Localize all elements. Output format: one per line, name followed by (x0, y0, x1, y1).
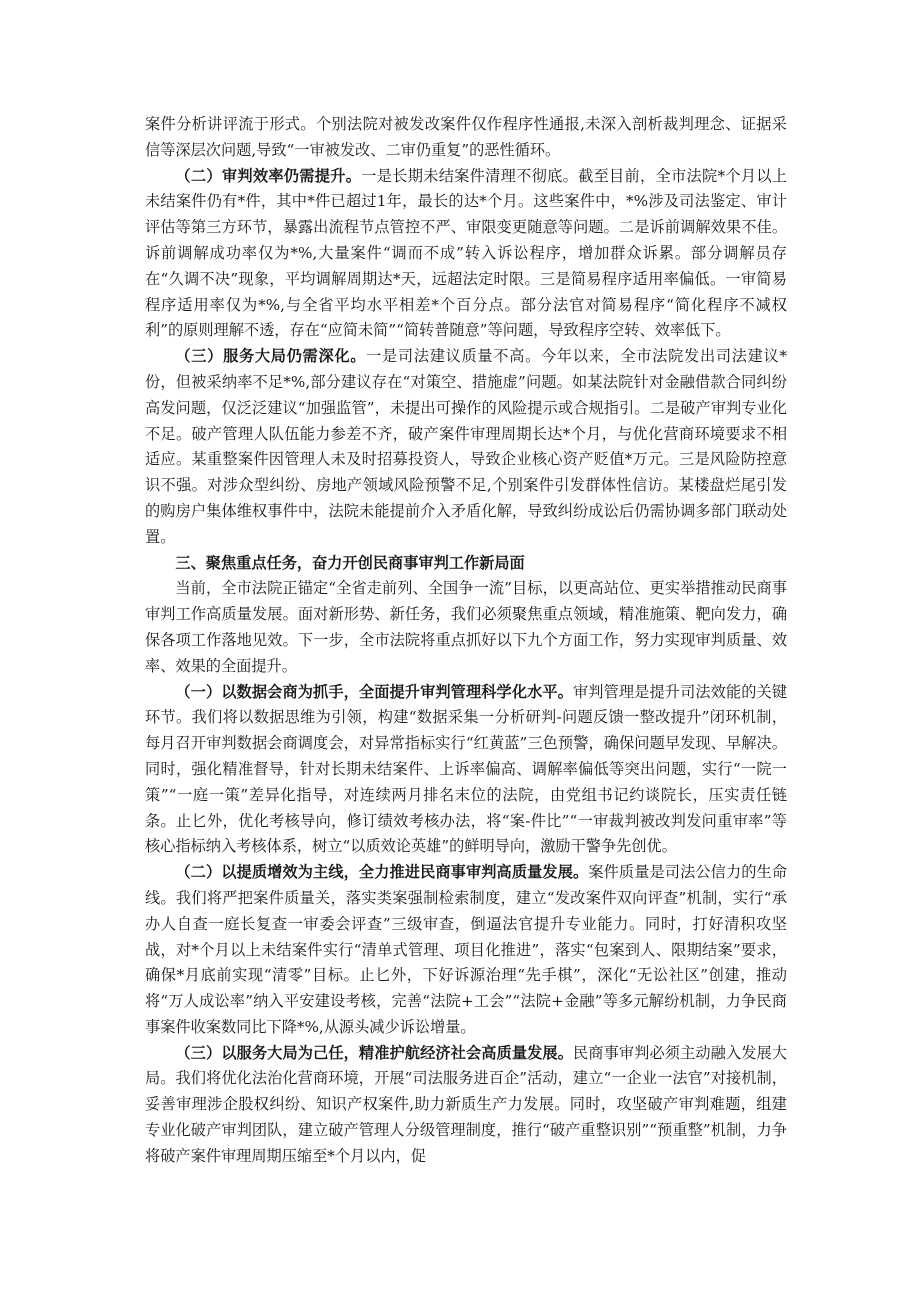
section-heading-text: 三、聚焦重点任务，奋力开创民商事审判工作新局面 (175, 553, 525, 572)
paragraph-2-heading: （三）服务大局仍需深化。 (175, 347, 367, 366)
paragraph-7-text: 民商事审判必须主动融入发展大局。我们将优化法治化营商环境，开展“司法服务进百企”活动，建立“一企业一法官”对接机制，妥善审理涉企股权纠纷、知识产权案件,助力新质生产力发展。同时，攻坚破产审判难题，组建专业化破产审判团队，建立破产管理人分级管理制度，推行“破产重整识别”“预重整”机制，力争将破产案件审理周期压缩至*个月以内，促 (145, 1043, 788, 1165)
paragraph-0 (145, 112, 787, 164)
paragraph-7-heading: （三）以服务大局为己任，精准护航经济社会高质量发展。 (175, 1043, 574, 1062)
paragraph-5 (145, 680, 787, 861)
paragraph-5-heading: （一）以数据会商为抓手，全面提升审判管理科学化水平。 (175, 682, 574, 701)
section-heading (145, 551, 787, 577)
paragraph-7 (145, 1041, 787, 1170)
paragraph-2 (145, 344, 787, 550)
document-page (145, 112, 787, 1170)
paragraph-1-text: 一是长期未结案件清理不彻底。截至目前，全市法院*个月以上未结案件仍有*件，其中*件已超过1年，最长的达*个月。这些案件中，*%涉及司法鉴定、审计评估等第三方环节，暴露出流程节点管控不严、审限变更随意等问题。二是诉前调解效果不佳。诉前调解成功率仅为*%,大量案件“调而不成”转入诉讼程序，增加群众诉累。部分调解员存在“久调不决”现象，平均调解周期达*天，远超法定时限。三是简易程序适用率偏低。一审简易程序适用率仅为*%,与全省平均水平相差*个百分点。部分法官对简易程序“简化程序不减权利”的原则理解不透，存在“应简未简”“简转普随意”等问题，导致程序空转、效率低下。 (145, 166, 788, 340)
paragraph-6-text: 案件质量是司法公信力的生命线。我们将严把案件质量关，落实类案强制检索制度，建立“发改案件双向评查”机制，实行“承办人自查一庭长复查一审委会评查”三级审查，倒逼法官提升专业能力。同时，打好清积攻坚战，对*个月以上未结案件实行“清单式管理、项目化推进”，落实“包案到人、限期结案”要求，确保*月底前实现“清零”目标。止匕外，下好诉源治理“先手棋”，深化“无讼社区”创建，推动将“万人成讼率”纳入平安建设考核，完善“法院+工会”“法院+金融”等多元解纷机制，力争民商事案件收案数同比下降*%,从源头减少诉讼增量。 (145, 863, 788, 1036)
paragraph-6 (145, 860, 787, 1041)
paragraph-1 (145, 164, 787, 345)
paragraph-5-text: 审判管理是提升司法效能的关键环节。我们将以数据思维为引领，构建“数据采集一分析研判-问题反馈一整改提升”闭环机制，每月召开审判数据会商调度会，对异常指标实行“红黄蓝”三色预警，确保问题早发现、早解决。同时，强化精准督导，针对长期未结案件、上诉率偏高、调解率偏低等突出问题，实行“一院一策”“一庭一策”差异化指导，对连续两月排名末位的法院，由党组书记约谈院长，压实责任链条。止匕外，优化考核导向，修订绩效考核办法，将“案-件比”“一审裁判被改判发问重审率”等核心指标纳入考核体系，树立“以质效论英雄”的鲜明导向，激励干警争先创优。 (145, 682, 788, 856)
paragraph-0-text: 案件分析讲评流于形式。个别法院对被发改案件仅作程序性通报,未深入剖析裁判理念、证据采信等深层次问题,导致“一审被发改、二审仍重复”的恶性循环。 (145, 115, 787, 159)
paragraph-4-text: 当前，全市法院正锚定“全省走前列、全国争一流”目标，以更高站位、更实举措推动民商事审判工作高质量发展。面对新形势、新任务，我们必须聚焦重点领域，精准施策、靶向发力，确保各项工作落地见效。下一步，全市法院将重点抓好以下九个方面工作，努力实现审判质量、效率、效果的全面提升。 (145, 579, 787, 675)
paragraph-4 (145, 576, 787, 679)
paragraph-2-text: 一是司法建议质量不高。今年以来，全市法院发出司法建议*份，但被采纳率不足*%,部分建议存在“对策空、措施虚”问题。如某法院针对金融借款合同纠纷高发问题，仅泛泛建议“加强监管”，未提出可操作的风险提示或合规指引。二是破产审判专业化不足。破产管理人队伍能力参差不齐，破产案件审理周期长达*个月，与优化营商环境要求不相适应。某重整案件因管理人未及时招募投资人，导致企业核心资产贬值*万元。三是风险防控意识不强。对涉众型纠纷、房地产领域风险预警不足,个别案件引发群体性信访。某楼盘烂尾引发的购房户集体维权事件中，法院未能提前介入矛盾化解，导致纠纷成讼后仍需协调多部门联动处置。 (145, 347, 788, 546)
paragraph-6-heading: （二）以提质增效为主线，全力推进民商事审判高质量发展。 (175, 863, 589, 882)
paragraph-1-heading: （二）审判效率仍需提升。 (175, 166, 362, 185)
